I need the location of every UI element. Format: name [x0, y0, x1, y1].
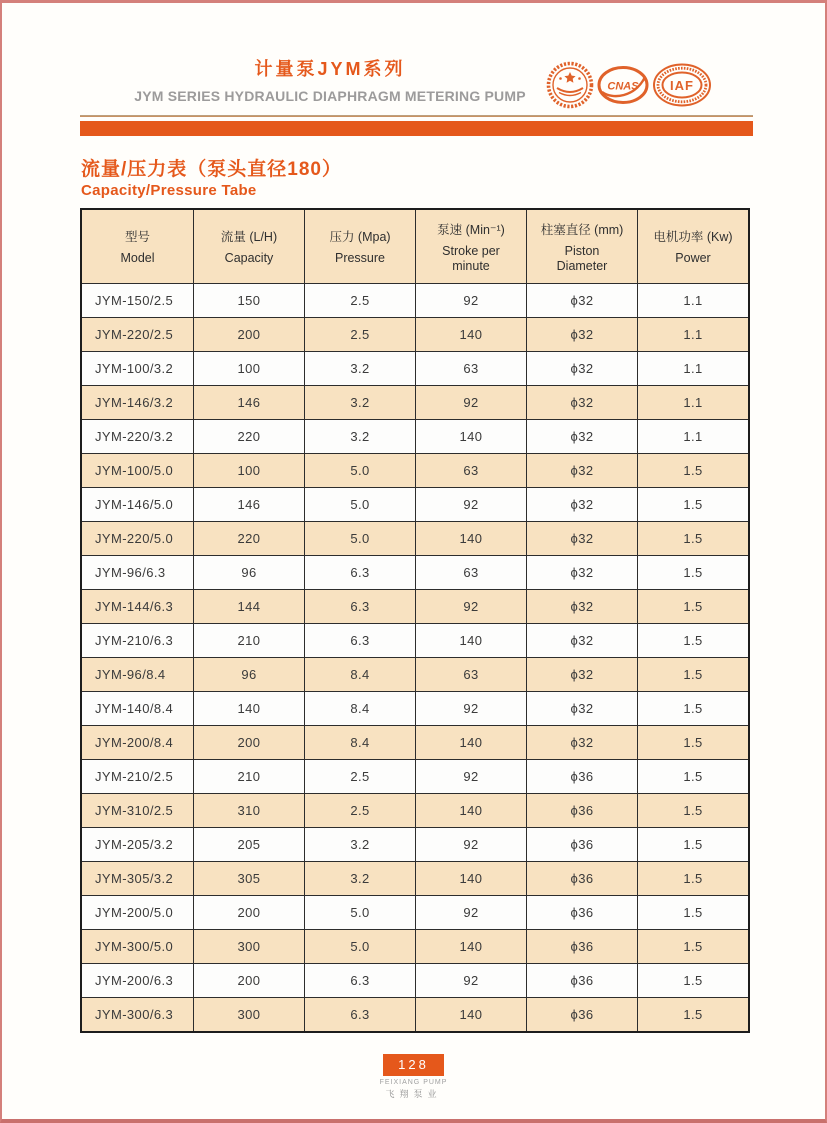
value-cell: 3.2 — [304, 352, 415, 385]
model-cell: JYM-100/5.0 — [95, 463, 174, 478]
table-row — [82, 861, 748, 895]
value-cell: 140 — [415, 794, 526, 827]
value-cell: 92 — [415, 284, 526, 317]
value-cell: ϕ36 — [526, 964, 637, 997]
model-cell: JYM-144/6.3 — [95, 599, 174, 614]
table-row — [82, 793, 748, 827]
value-cell: 1.1 — [637, 386, 748, 419]
column-header-model — [82, 210, 193, 283]
value-cell: 140 — [415, 420, 526, 453]
column-header-zh: 压力 (Mpa) — [329, 230, 391, 245]
certification-seal-icon — [546, 61, 594, 109]
value-cell: 1.5 — [637, 760, 748, 793]
value-cell: 92 — [415, 386, 526, 419]
value-cell: 1.5 — [637, 454, 748, 487]
value-cell: ϕ32 — [526, 692, 637, 725]
value-cell: ϕ32 — [526, 522, 637, 555]
model-cell: JYM-205/3.2 — [95, 837, 174, 852]
column-header-stroke — [415, 210, 526, 283]
section-title-zh: 流量/压力表（泵头直径180） — [81, 159, 342, 180]
value-cell: 3.2 — [304, 386, 415, 419]
value-cell: ϕ32 — [526, 386, 637, 419]
value-cell: ϕ32 — [526, 624, 637, 657]
model-cell: JYM-146/3.2 — [95, 395, 174, 410]
value-cell: ϕ36 — [526, 896, 637, 929]
model-cell: JYM-220/2.5 — [95, 327, 174, 342]
model-cell: JYM-200/8.4 — [95, 735, 174, 750]
table-row — [82, 589, 748, 623]
value-cell: 92 — [415, 760, 526, 793]
table-row — [82, 487, 748, 521]
value-cell: 6.3 — [304, 624, 415, 657]
value-cell: 1.5 — [637, 488, 748, 521]
table-row — [82, 317, 748, 351]
table-row — [82, 759, 748, 793]
value-cell: 200 — [193, 896, 304, 929]
value-cell: 144 — [193, 590, 304, 623]
series-title-en: JYM SERIES HYDRAULIC DIAPHRAGM METERING PUMP — [134, 88, 526, 104]
value-cell: 220 — [193, 420, 304, 453]
value-cell: 6.3 — [304, 556, 415, 589]
value-cell: ϕ32 — [526, 420, 637, 453]
table-row — [82, 929, 748, 963]
table-row — [82, 963, 748, 997]
value-cell: 3.2 — [304, 420, 415, 453]
column-header-zh: 柱塞直径 (mm) — [540, 222, 624, 237]
value-cell: 1.5 — [637, 726, 748, 759]
value-cell: 210 — [193, 760, 304, 793]
value-cell: 140 — [415, 624, 526, 657]
value-cell: 96 — [193, 658, 304, 691]
value-cell: 8.4 — [304, 692, 415, 725]
value-cell: 8.4 — [304, 658, 415, 691]
model-cell: JYM-210/2.5 — [95, 769, 174, 784]
model-cell: JYM-140/8.4 — [95, 701, 174, 716]
value-cell: 5.0 — [304, 454, 415, 487]
capacity-pressure-table — [80, 208, 750, 1033]
model-cell: JYM-146/5.0 — [95, 497, 174, 512]
value-cell: ϕ32 — [526, 556, 637, 589]
model-cell: JYM-220/3.2 — [95, 429, 174, 444]
value-cell: 5.0 — [304, 522, 415, 555]
value-cell: 140 — [193, 692, 304, 725]
value-cell: 2.5 — [304, 794, 415, 827]
value-cell: ϕ32 — [526, 658, 637, 691]
table-row — [82, 419, 748, 453]
table-header-row — [82, 210, 748, 283]
series-title-zh: 计量泵JYM系列 — [254, 59, 406, 79]
column-header-en: Model — [120, 251, 155, 266]
value-cell: 2.5 — [304, 318, 415, 351]
value-cell: 92 — [415, 828, 526, 861]
value-cell: 92 — [415, 590, 526, 623]
value-cell: 92 — [415, 964, 526, 997]
value-cell: 1.5 — [637, 896, 748, 929]
column-header-zh: 型号 — [124, 230, 150, 245]
value-cell: 140 — [415, 522, 526, 555]
value-cell: 2.5 — [304, 760, 415, 793]
model-cell: JYM-100/3.2 — [95, 361, 174, 376]
value-cell: ϕ32 — [526, 284, 637, 317]
value-cell: 2.5 — [304, 284, 415, 317]
value-cell: 1.1 — [637, 420, 748, 453]
value-cell: ϕ32 — [526, 352, 637, 385]
table-body — [82, 283, 748, 1031]
value-cell: 1.5 — [637, 794, 748, 827]
value-cell: 1.1 — [637, 318, 748, 351]
value-cell: 140 — [415, 862, 526, 895]
value-cell: 100 — [193, 454, 304, 487]
value-cell: 300 — [193, 998, 304, 1031]
value-cell: 1.5 — [637, 862, 748, 895]
table-row — [82, 453, 748, 487]
value-cell: 1.1 — [637, 284, 748, 317]
value-cell: 6.3 — [304, 998, 415, 1031]
table-row — [82, 521, 748, 555]
value-cell: 1.5 — [637, 692, 748, 725]
value-cell: 310 — [193, 794, 304, 827]
table-row — [82, 827, 748, 861]
value-cell: 92 — [415, 692, 526, 725]
model-cell: JYM-210/6.3 — [95, 633, 174, 648]
value-cell: 1.5 — [637, 998, 748, 1031]
value-cell: 146 — [193, 488, 304, 521]
value-cell: ϕ36 — [526, 828, 637, 861]
brand-name-zh: 飞翔泵业 — [385, 1089, 442, 1099]
model-cell: JYM-200/5.0 — [95, 905, 174, 920]
value-cell: 220 — [193, 522, 304, 555]
column-header-power — [637, 210, 748, 283]
table-row — [82, 997, 748, 1031]
value-cell: 5.0 — [304, 930, 415, 963]
value-cell: 63 — [415, 352, 526, 385]
header-thin-rule — [80, 115, 753, 117]
value-cell: ϕ36 — [526, 862, 637, 895]
value-cell: 200 — [193, 318, 304, 351]
model-cell: JYM-310/2.5 — [95, 803, 174, 818]
value-cell: ϕ36 — [526, 998, 637, 1031]
column-header-capacity — [193, 210, 304, 283]
cnas-logo-icon — [597, 65, 649, 105]
value-cell: 150 — [193, 284, 304, 317]
value-cell: ϕ36 — [526, 794, 637, 827]
value-cell: 200 — [193, 964, 304, 997]
value-cell: 96 — [193, 556, 304, 589]
value-cell: 3.2 — [304, 828, 415, 861]
value-cell: 3.2 — [304, 862, 415, 895]
column-header-en: Power — [675, 251, 711, 266]
value-cell: 92 — [415, 488, 526, 521]
column-header-pressure — [304, 210, 415, 283]
value-cell: 8.4 — [304, 726, 415, 759]
value-cell: ϕ32 — [526, 318, 637, 351]
value-cell: 5.0 — [304, 488, 415, 521]
section-title-en: Capacity/Pressure Tabe — [81, 182, 257, 199]
value-cell: 1.5 — [637, 590, 748, 623]
value-cell: ϕ36 — [526, 930, 637, 963]
brand-name-en: FEIXIANG PUMP — [379, 1079, 448, 1086]
value-cell: 205 — [193, 828, 304, 861]
model-cell: JYM-96/8.4 — [95, 667, 166, 682]
value-cell: 140 — [415, 726, 526, 759]
model-cell: JYM-220/5.0 — [95, 531, 174, 546]
table-row — [82, 725, 748, 759]
column-header-en: Stroke per minute — [442, 243, 500, 273]
header-accent-bar — [80, 121, 753, 136]
column-header-en: Piston Diameter — [556, 243, 608, 273]
value-cell: 200 — [193, 726, 304, 759]
value-cell: 1.5 — [637, 828, 748, 861]
iaf-logo-icon — [652, 63, 712, 107]
table-row — [82, 555, 748, 589]
value-cell: 1.5 — [637, 522, 748, 555]
table-row — [82, 351, 748, 385]
value-cell: 63 — [415, 658, 526, 691]
value-cell: 63 — [415, 556, 526, 589]
value-cell: ϕ36 — [526, 760, 637, 793]
value-cell: 1.5 — [637, 658, 748, 691]
value-cell: ϕ32 — [526, 454, 637, 487]
certification-logos — [546, 61, 712, 109]
value-cell: 305 — [193, 862, 304, 895]
model-cell: JYM-300/6.3 — [95, 1007, 174, 1022]
value-cell: 1.1 — [637, 352, 748, 385]
value-cell: ϕ32 — [526, 488, 637, 521]
table-row — [82, 283, 748, 317]
model-cell: JYM-300/5.0 — [95, 939, 174, 954]
value-cell: 210 — [193, 624, 304, 657]
value-cell: ϕ32 — [526, 590, 637, 623]
value-cell: ϕ32 — [526, 726, 637, 759]
value-cell: 140 — [415, 930, 526, 963]
value-cell: 140 — [415, 998, 526, 1031]
model-cell: JYM-305/3.2 — [95, 871, 174, 886]
column-header-zh: 泵速 (Min⁻¹) — [437, 222, 505, 237]
value-cell: 92 — [415, 896, 526, 929]
column-header-en: Capacity — [224, 251, 274, 266]
table-row — [82, 385, 748, 419]
table-row — [82, 895, 748, 929]
column-header-piston-diameter — [526, 210, 637, 283]
model-cell: JYM-96/6.3 — [95, 565, 166, 580]
value-cell: 5.0 — [304, 896, 415, 929]
cnas-logo-label: CNAS — [607, 80, 639, 93]
value-cell: 146 — [193, 386, 304, 419]
value-cell: 1.5 — [637, 930, 748, 963]
value-cell: 140 — [415, 318, 526, 351]
model-cell: JYM-150/2.5 — [95, 293, 174, 308]
value-cell: 1.5 — [637, 624, 748, 657]
column-header-zh: 流量 (L/H) — [220, 230, 278, 245]
value-cell: 300 — [193, 930, 304, 963]
table-row — [82, 623, 748, 657]
table-row — [82, 691, 748, 725]
column-header-zh: 电机功率 (Kw) — [653, 230, 733, 245]
value-cell: 6.3 — [304, 964, 415, 997]
model-cell: JYM-200/6.3 — [95, 973, 174, 988]
value-cell: 6.3 — [304, 590, 415, 623]
value-cell: 63 — [415, 454, 526, 487]
table-row — [82, 657, 748, 691]
page-number-badge: 128 — [383, 1054, 444, 1076]
value-cell: 100 — [193, 352, 304, 385]
iaf-logo-label: IAF — [670, 78, 694, 93]
value-cell: 1.5 — [637, 964, 748, 997]
value-cell: 1.5 — [637, 556, 748, 589]
column-header-en: Pressure — [334, 251, 386, 266]
page-footer — [2, 1054, 825, 1100]
